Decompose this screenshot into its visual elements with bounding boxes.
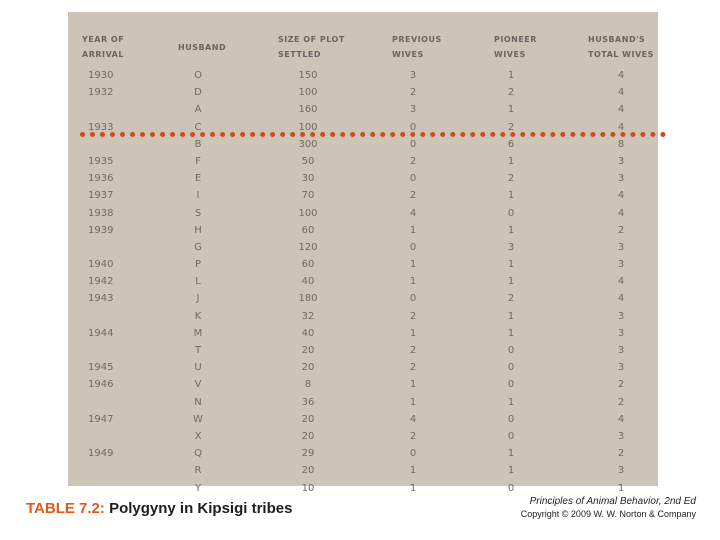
table-row [68,325,658,342]
cell-plot: 20 [301,362,315,374]
table-caption [26,500,292,517]
cell-pioneer: 6 [507,138,515,150]
cell-year: 1938 [88,207,114,219]
cell-pioneer: 0 [507,362,515,374]
cell-pioneer: 1 [507,310,515,322]
cell-year: 1947 [88,413,114,425]
table-row [68,67,658,84]
cell-year: 1945 [88,362,114,374]
cell-pioneer: 0 [507,430,515,442]
cell-year: 1942 [88,276,114,288]
cell-plot: 20 [301,345,315,356]
cell-total: 2 [617,224,625,236]
cell-plot: 30 [301,173,315,185]
cell-husband: O [194,70,202,81]
cell-total: 3 [617,345,625,356]
cell-previous: 1 [409,379,417,391]
cell-pioneer: 0 [507,207,515,219]
cell-total: 3 [617,465,625,477]
cell-pioneer: 2 [507,121,515,133]
cell-total: 2 [617,448,625,460]
cell-previous: 2 [409,155,417,167]
cell-pioneer: 1 [507,276,515,288]
cell-husband: X [194,430,202,442]
cell-pioneer: 1 [507,155,515,167]
cell-husband: M [193,327,203,339]
table-row [68,222,658,239]
cell-year: 1936 [88,173,114,185]
cell-husband: T [194,345,202,356]
cell-pioneer: 1 [507,190,515,202]
cell-previous: 0 [409,293,417,305]
cell-previous: 2 [409,430,417,442]
table-row [68,273,658,290]
cell-plot: 40 [301,327,315,339]
table-row [68,84,658,101]
cell-husband: W [193,413,203,425]
cell-husband: K [194,310,202,322]
cell-plot: 70 [301,190,315,202]
table-row [68,187,658,204]
cell-pioneer: 0 [507,482,515,494]
cell-husband: J [196,293,200,305]
cell-year: 1937 [88,190,114,202]
cell-plot: 10 [301,482,315,494]
cell-year: 1935 [88,155,114,167]
cell-pioneer: 0 [507,345,515,356]
cell-year: 1932 [88,87,114,99]
highlight-dotted-line [80,132,666,137]
cell-previous: 2 [409,345,417,356]
cell-previous: 2 [409,190,417,202]
cell-husband: Y [194,482,202,494]
cell-plot: 100 [298,87,318,99]
cell-previous: 0 [409,121,417,133]
cell-pioneer: 1 [507,224,515,236]
cell-previous: 1 [409,327,417,339]
cell-previous: 3 [409,70,417,81]
cell-previous: 4 [409,413,417,425]
header-year: YEAR OF ARRIVAL [82,35,125,59]
cell-pioneer: 2 [507,173,515,185]
caption-text: Polygyny in Kipsigi tribes [104,500,293,517]
cell-plot: 32 [301,310,315,322]
cell-husband: I [196,190,200,202]
cell-previous: 0 [409,173,417,185]
caption-label: TABLE 7.2: [26,500,105,517]
cell-total: 1 [617,482,625,494]
cell-husband: D [194,87,202,99]
cell-total: 4 [617,121,625,133]
cell-year: 1933 [88,121,114,133]
cell-pioneer: 1 [507,465,515,477]
cell-total: 3 [617,155,625,167]
credit [521,496,696,519]
table-row [68,342,658,359]
cell-pioneer: 1 [507,70,515,81]
table-panel [68,12,658,494]
cell-husband: U [194,362,202,374]
table-row [68,428,658,445]
credit-book: Principles of Animal Behavior, 2nd Ed [529,496,696,507]
cell-total: 3 [617,362,625,374]
cell-plot: 60 [301,224,315,236]
cell-total: 8 [617,138,625,150]
table-row [68,359,658,376]
cell-year: 1930 [88,70,114,81]
cell-pioneer: 1 [507,259,515,271]
cell-husband: E [194,173,202,185]
cell-previous: 1 [409,482,417,494]
cell-previous: 2 [409,310,417,322]
cell-husband: G [194,241,202,253]
table-row [68,290,658,307]
cell-pioneer: 1 [507,327,515,339]
cell-previous: 2 [409,87,417,99]
cell-year: 1943 [88,293,114,305]
table-row [68,462,658,479]
cell-husband: Q [194,448,202,460]
cell-total: 3 [617,310,625,322]
cell-total: 4 [617,413,625,425]
cell-husband: F [195,155,201,167]
table-row [68,445,658,462]
cell-year: 1949 [88,448,114,460]
cell-husband: L [195,276,201,288]
cell-total: 3 [617,259,625,271]
cell-plot: 20 [301,413,315,425]
cell-previous: 1 [409,259,417,271]
cell-plot: 150 [298,70,318,81]
cell-previous: 2 [409,362,417,374]
cell-total: 4 [617,293,625,305]
cell-year: 1944 [88,327,114,339]
header-previous: PREVIOUS WIVES [392,35,442,59]
table-row [68,205,658,222]
cell-husband: N [194,396,202,408]
cell-pioneer: 0 [507,379,515,391]
cell-plot: 8 [304,379,312,391]
table-row [68,239,658,256]
cell-husband: C [194,121,202,133]
table-row [68,308,658,325]
cell-previous: 3 [409,104,417,116]
header-total: HUSBAND'S TOTAL WIVES [588,35,654,59]
cell-total: 4 [617,276,625,288]
table-row [68,170,658,187]
cell-plot: 120 [298,241,318,253]
cell-total: 4 [617,207,625,219]
cell-plot: 20 [301,465,315,477]
cell-plot: 60 [301,259,315,271]
cell-previous: 0 [409,241,417,253]
cell-plot: 20 [301,430,315,442]
table-row [68,376,658,393]
table-row [68,480,658,497]
cell-year: 1939 [88,224,114,236]
cell-husband: R [194,465,202,477]
cell-total: 4 [617,104,625,116]
cell-plot: 50 [301,155,315,167]
cell-pioneer: 2 [507,87,515,99]
cell-total: 3 [617,430,625,442]
cell-pioneer: 0 [507,413,515,425]
cell-total: 4 [617,87,625,99]
table-row [68,411,658,428]
cell-previous: 1 [409,224,417,236]
cell-plot: 40 [301,276,315,288]
cell-husband: P [194,259,202,271]
table-row [68,101,658,118]
header-pioneer: PIONEER WIVES [494,35,537,59]
cell-husband: B [194,138,202,150]
cell-husband: A [194,104,202,116]
cell-plot: 29 [301,448,315,460]
cell-total: 2 [617,396,625,408]
cell-previous: 1 [409,396,417,408]
header-husband: HUSBAND [178,43,227,52]
cell-pioneer: 3 [507,241,515,253]
cell-year: 1946 [88,379,114,391]
cell-plot: 180 [298,293,318,305]
cell-previous: 1 [409,276,417,288]
cell-pioneer: 1 [507,448,515,460]
header-plot: SIZE OF PLOT SETTLED [278,35,345,59]
cell-husband: V [194,379,202,391]
cell-plot: 300 [298,138,318,150]
cell-total: 3 [617,327,625,339]
cell-previous: 1 [409,465,417,477]
cell-pioneer: 2 [507,293,515,305]
cell-plot: 160 [298,104,318,116]
cell-husband: H [194,224,202,236]
table-row [68,394,658,411]
credit-copyright: Copyright © 2009 W. W. Norton & Company [520,509,696,519]
table-row [68,136,658,153]
cell-total: 2 [617,379,625,391]
cell-plot: 100 [298,207,318,219]
table-row [68,256,658,273]
cell-year: 1940 [88,259,114,271]
cell-total: 3 [617,173,625,185]
cell-husband: S [194,207,202,219]
cell-previous: 0 [409,138,417,150]
cell-total: 3 [617,241,625,253]
cell-pioneer: 1 [507,396,515,408]
cell-plot: 36 [301,396,315,408]
cell-pioneer: 1 [507,104,515,116]
table-row [68,153,658,170]
cell-plot: 100 [298,121,318,133]
cell-previous: 4 [409,207,417,219]
cell-total: 4 [617,190,625,202]
cell-previous: 0 [409,448,417,460]
cell-total: 4 [617,70,625,81]
